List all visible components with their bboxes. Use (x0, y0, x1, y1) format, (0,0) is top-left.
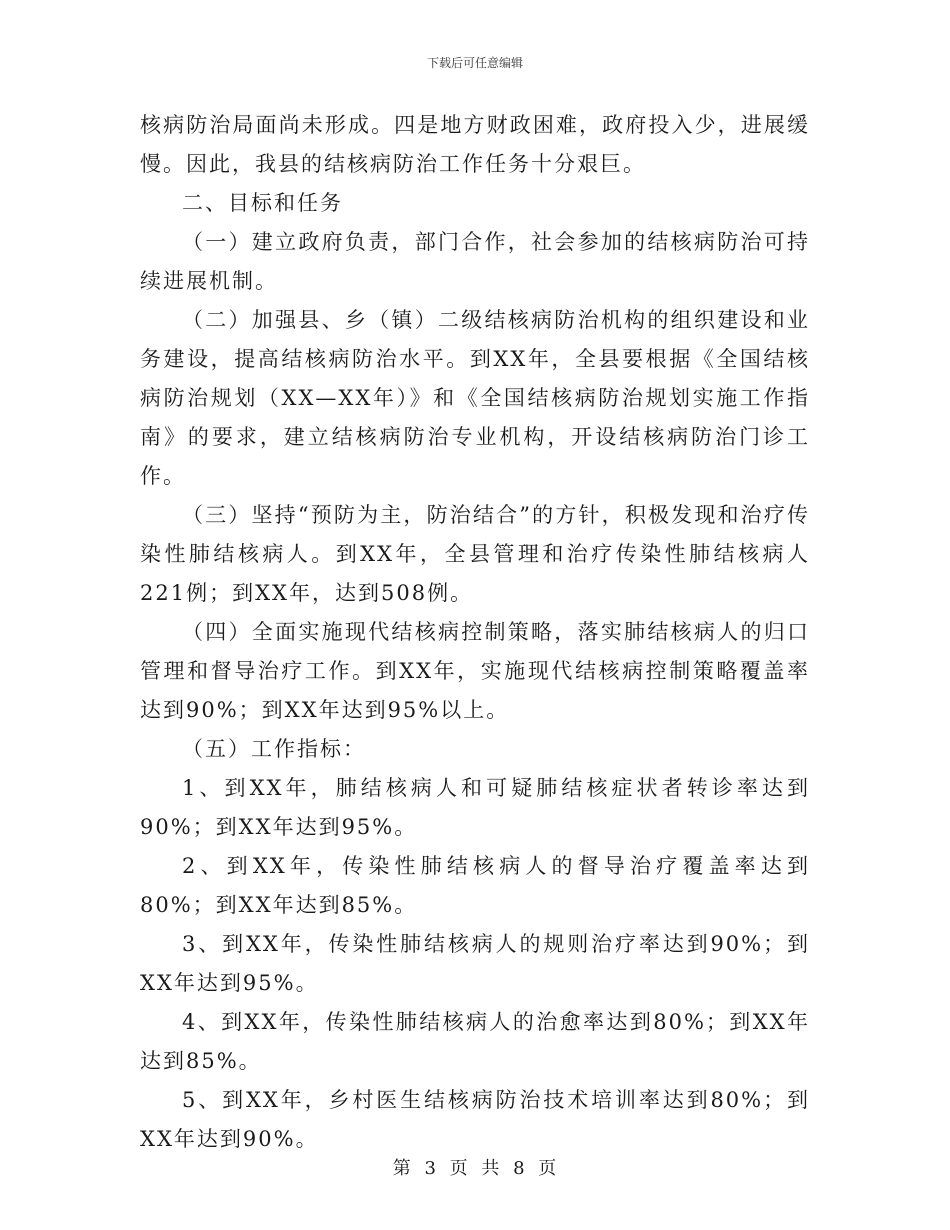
indicator-3: 3、到XX年，传染性肺结核病人的规则治疗率达到90%；到XX年达到95%。 (140, 932, 810, 995)
paragraph-item-4: （四）全面实施现代结核病控制策略，落实肺结核病人的归口管理和督导治疗工作。到XX年，实施现代结核病控制策略覆盖率达到90%；到XX年达到95%以上。 (140, 620, 810, 722)
page-header: 下载后可任意编辑 (426, 56, 523, 70)
paragraph-item-2: （二）加强县、乡（镇）二级结核病防治机构的组织建设和业务建设，提高结核病防治水平。到XX年，全县要根据《全国结核病防治规划（XX—XX年）》和《全国结核病防治规划实施工作指南》的要求，建立结核病防治专业机构，开设结核病防治门诊工作。 (140, 308, 810, 488)
paragraph-continuation: 核病防治局面尚未形成。四是地方财政困难，政府投入少，进展缓慢。因此，我县的结核病防治工作任务十分艰巨。 (140, 113, 810, 176)
paragraph-item-1: （一）建立政府负责，部门合作，社会参加的结核病防治可持续进展机制。 (140, 230, 810, 293)
document-body (140, 106, 810, 1159)
indicator-4: 4、到XX年，传染性肺结核病人的治愈率达到80%；到XX年达到85%。 (140, 1010, 810, 1073)
paragraph-item-5-heading: （五）工作指标： (182, 737, 366, 761)
paragraph-item-3: （三）坚持“预防为主，防治结合”的方针，积极发现和治疗传染性肺结核病人。到XX年，全县管理和治疗传染性肺结核病人221例；到XX年，达到508例。 (140, 503, 810, 605)
indicator-1: 1、到XX年，肺结核病人和可疑肺结核症状者转诊率达到90%；到XX年达到95%。 (140, 776, 810, 839)
indicator-5: 5、到XX年，乡村医生结核病防治技术培训率达到80%；到XX年达到90%。 (140, 1088, 810, 1151)
page-number-footer: 第 3 页 共 8 页 (392, 1158, 558, 1179)
section-heading-goals: 二、目标和任务 (182, 191, 343, 215)
indicator-2: 2、到XX年，传染性肺结核病人的督导治疗覆盖率达到80%；到XX年达到85%。 (140, 854, 810, 917)
